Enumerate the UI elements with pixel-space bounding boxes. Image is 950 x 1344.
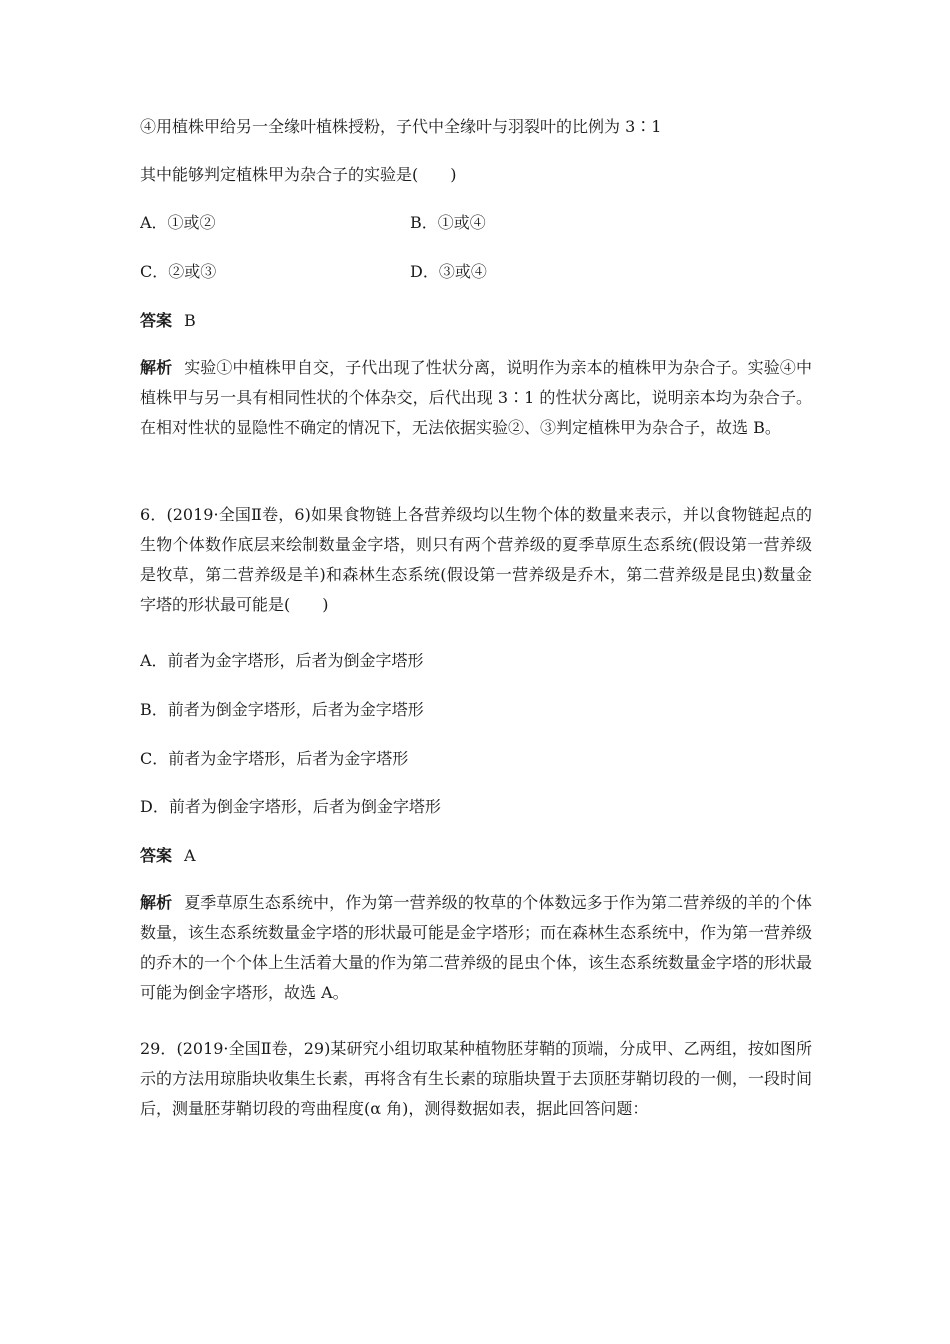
answer-value: B: [184, 311, 196, 330]
answer-label: 答案: [140, 846, 173, 865]
q6-answer: [140, 845, 812, 867]
q6-option-b: B．前者为倒金字塔形，后者为金字塔形: [140, 700, 424, 719]
q5-answer: [140, 310, 812, 332]
answer-label: 答案: [140, 311, 173, 330]
q6-option-c: C．前者为金字塔形，后者为金字塔形: [140, 749, 409, 768]
q5-option-a: A．①或②: [140, 213, 216, 232]
q6-analysis: [140, 888, 812, 1008]
q29-stem: 29．(2019·全国Ⅱ卷，29)某研究小组切取某种植物胚芽鞘的顶端，分成甲、乙两组，按如图所示的方法用琼脂块收集生长素，再将含有生长素的琼脂块置于去顶胚芽鞘切段的一侧，一段时间后，测量胚芽鞘切段的弯曲程度(α 角)，测得数据如表，据此回答问题：: [140, 1039, 813, 1118]
q5-option-c: C．②或③: [140, 262, 217, 281]
q6-option-d: D．前者为倒金字塔形，后者为倒金字塔形: [140, 797, 441, 816]
q6-stem: 6．(2019·全国Ⅱ卷，6)如果食物链上各营养级均以生物个体的数量来表示，并以食物链起点的生物个体数作底层来绘制数量金字塔，则只有两个营养级的夏季草原生态系统(假设第一营养级是牧草，第二营养级是羊)和森林生态系统(假设第一营养级是乔木，第二营养级是昆虫)数量金字塔的形状最可能是( ): [140, 505, 812, 614]
analysis-text: 夏季草原生态系统中，作为第一营养级的牧草的个体数远多于作为第二营养级的羊的个体数量，该生态系统数量金字塔的形状最可能是金字塔形；而在森林生态系统中，作为第一营养级的乔木的一个个体上生活着大量的作为第二营养级的昆虫个体，该生态系统数量金字塔的形状最可能为倒金字塔形，故选 A。: [140, 893, 813, 1002]
q5-stem: 其中能够判定植株甲为杂合子的实验是( ): [140, 165, 457, 184]
q5-option-b: B．①或④: [410, 213, 486, 232]
q5-statement-4: ④用植株甲给另一全缘叶植株授粉，子代中全缘叶与羽裂叶的比例为 3∶1: [140, 117, 662, 136]
analysis-text: 实验①中植株甲自交，子代出现了性状分离，说明作为亲本的植株甲为杂合子。实验④中植株甲与另一具有相同性状的个体杂交，后代出现 3∶1 的性状分离比，说明亲本均为杂合子。在相对性状的显隐性不确定的情况下，无法依据实验②、③判定植株甲为杂合子，故选 B。: [140, 358, 812, 437]
q5-option-d: D．③或④: [410, 262, 487, 281]
answer-value: A: [184, 846, 196, 865]
analysis-label: 解析: [140, 358, 173, 377]
q5-analysis: [140, 353, 812, 443]
q6-option-a: A．前者为金字塔形，后者为倒金字塔形: [140, 651, 424, 670]
analysis-label: 解析: [140, 893, 173, 912]
